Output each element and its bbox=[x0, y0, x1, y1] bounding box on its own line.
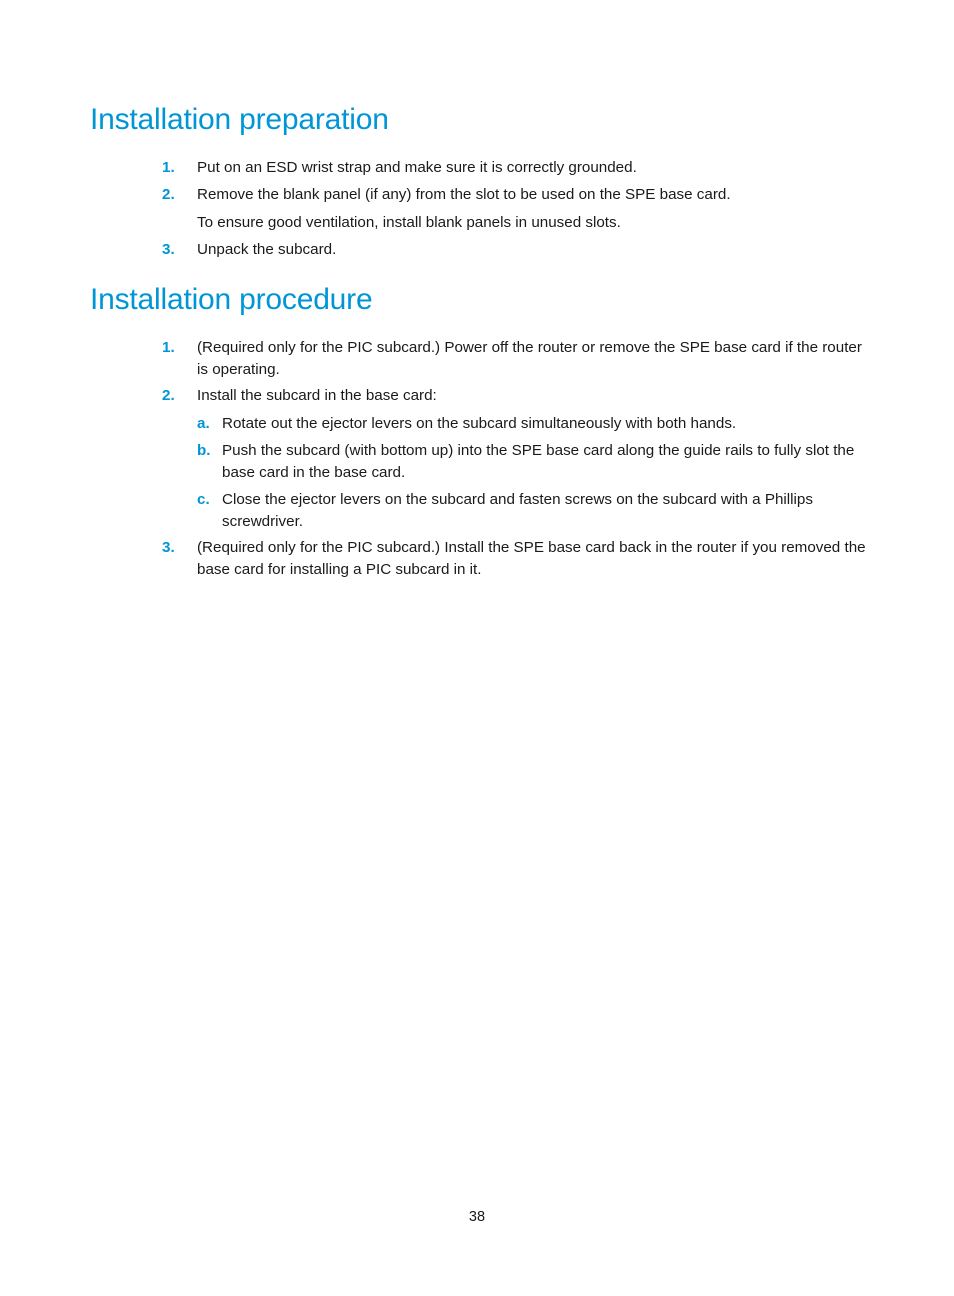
step-text: Unpack the subcard. bbox=[197, 241, 337, 258]
step-text: Install the subcard in the base card: bbox=[197, 387, 437, 404]
section-heading-procedure: Installation procedure bbox=[90, 283, 373, 316]
list-item bbox=[162, 239, 868, 261]
step-number: 1. bbox=[162, 159, 175, 176]
substep-letter: c. bbox=[197, 491, 210, 508]
step-number: 3. bbox=[162, 539, 175, 556]
list-item bbox=[162, 157, 868, 179]
step-number: 2. bbox=[162, 186, 175, 203]
step-text: Put on an ESD wrist strap and make sure it is correctly grounded. bbox=[197, 159, 637, 176]
substep-text: Close the ejector levers on the subcard and fasten screws on the subcard with a Phillips screwdriver. bbox=[222, 491, 813, 530]
substep-letter: a. bbox=[197, 415, 210, 432]
substep-text: Rotate out the ejector levers on the subcard simultaneously with both hands. bbox=[222, 415, 737, 432]
substep-letter: b. bbox=[197, 442, 211, 459]
page-number: 38 bbox=[468, 1209, 486, 1225]
step-text: (Required only for the PIC subcard.) Install the SPE base card back in the router if you removed the base card for installing a PIC subcard in it. bbox=[197, 539, 866, 578]
substep-text: Push the subcard (with bottom up) into the SPE base card along the guide rails to fully slot the base card in the base card. bbox=[222, 442, 855, 481]
step-text: Remove the blank panel (if any) from the slot to be used on the SPE base card. bbox=[197, 186, 731, 203]
step-text: (Required only for the PIC subcard.) Power off the router or remove the SPE base card if the router is operating. bbox=[197, 339, 862, 378]
step-number: 1. bbox=[162, 339, 175, 356]
step-number: 2. bbox=[162, 387, 175, 404]
sub-list-item bbox=[197, 489, 868, 532]
step-note: To ensure good ventilation, install blank panels in unused slots. bbox=[197, 214, 621, 231]
list-item bbox=[162, 385, 868, 407]
sub-list-item bbox=[197, 440, 868, 483]
list-item bbox=[162, 337, 868, 380]
step-number: 3. bbox=[162, 241, 175, 258]
list-item bbox=[162, 184, 868, 206]
section-heading-preparation: Installation preparation bbox=[90, 103, 389, 136]
list-item bbox=[162, 537, 868, 580]
sub-list-item bbox=[197, 413, 868, 435]
